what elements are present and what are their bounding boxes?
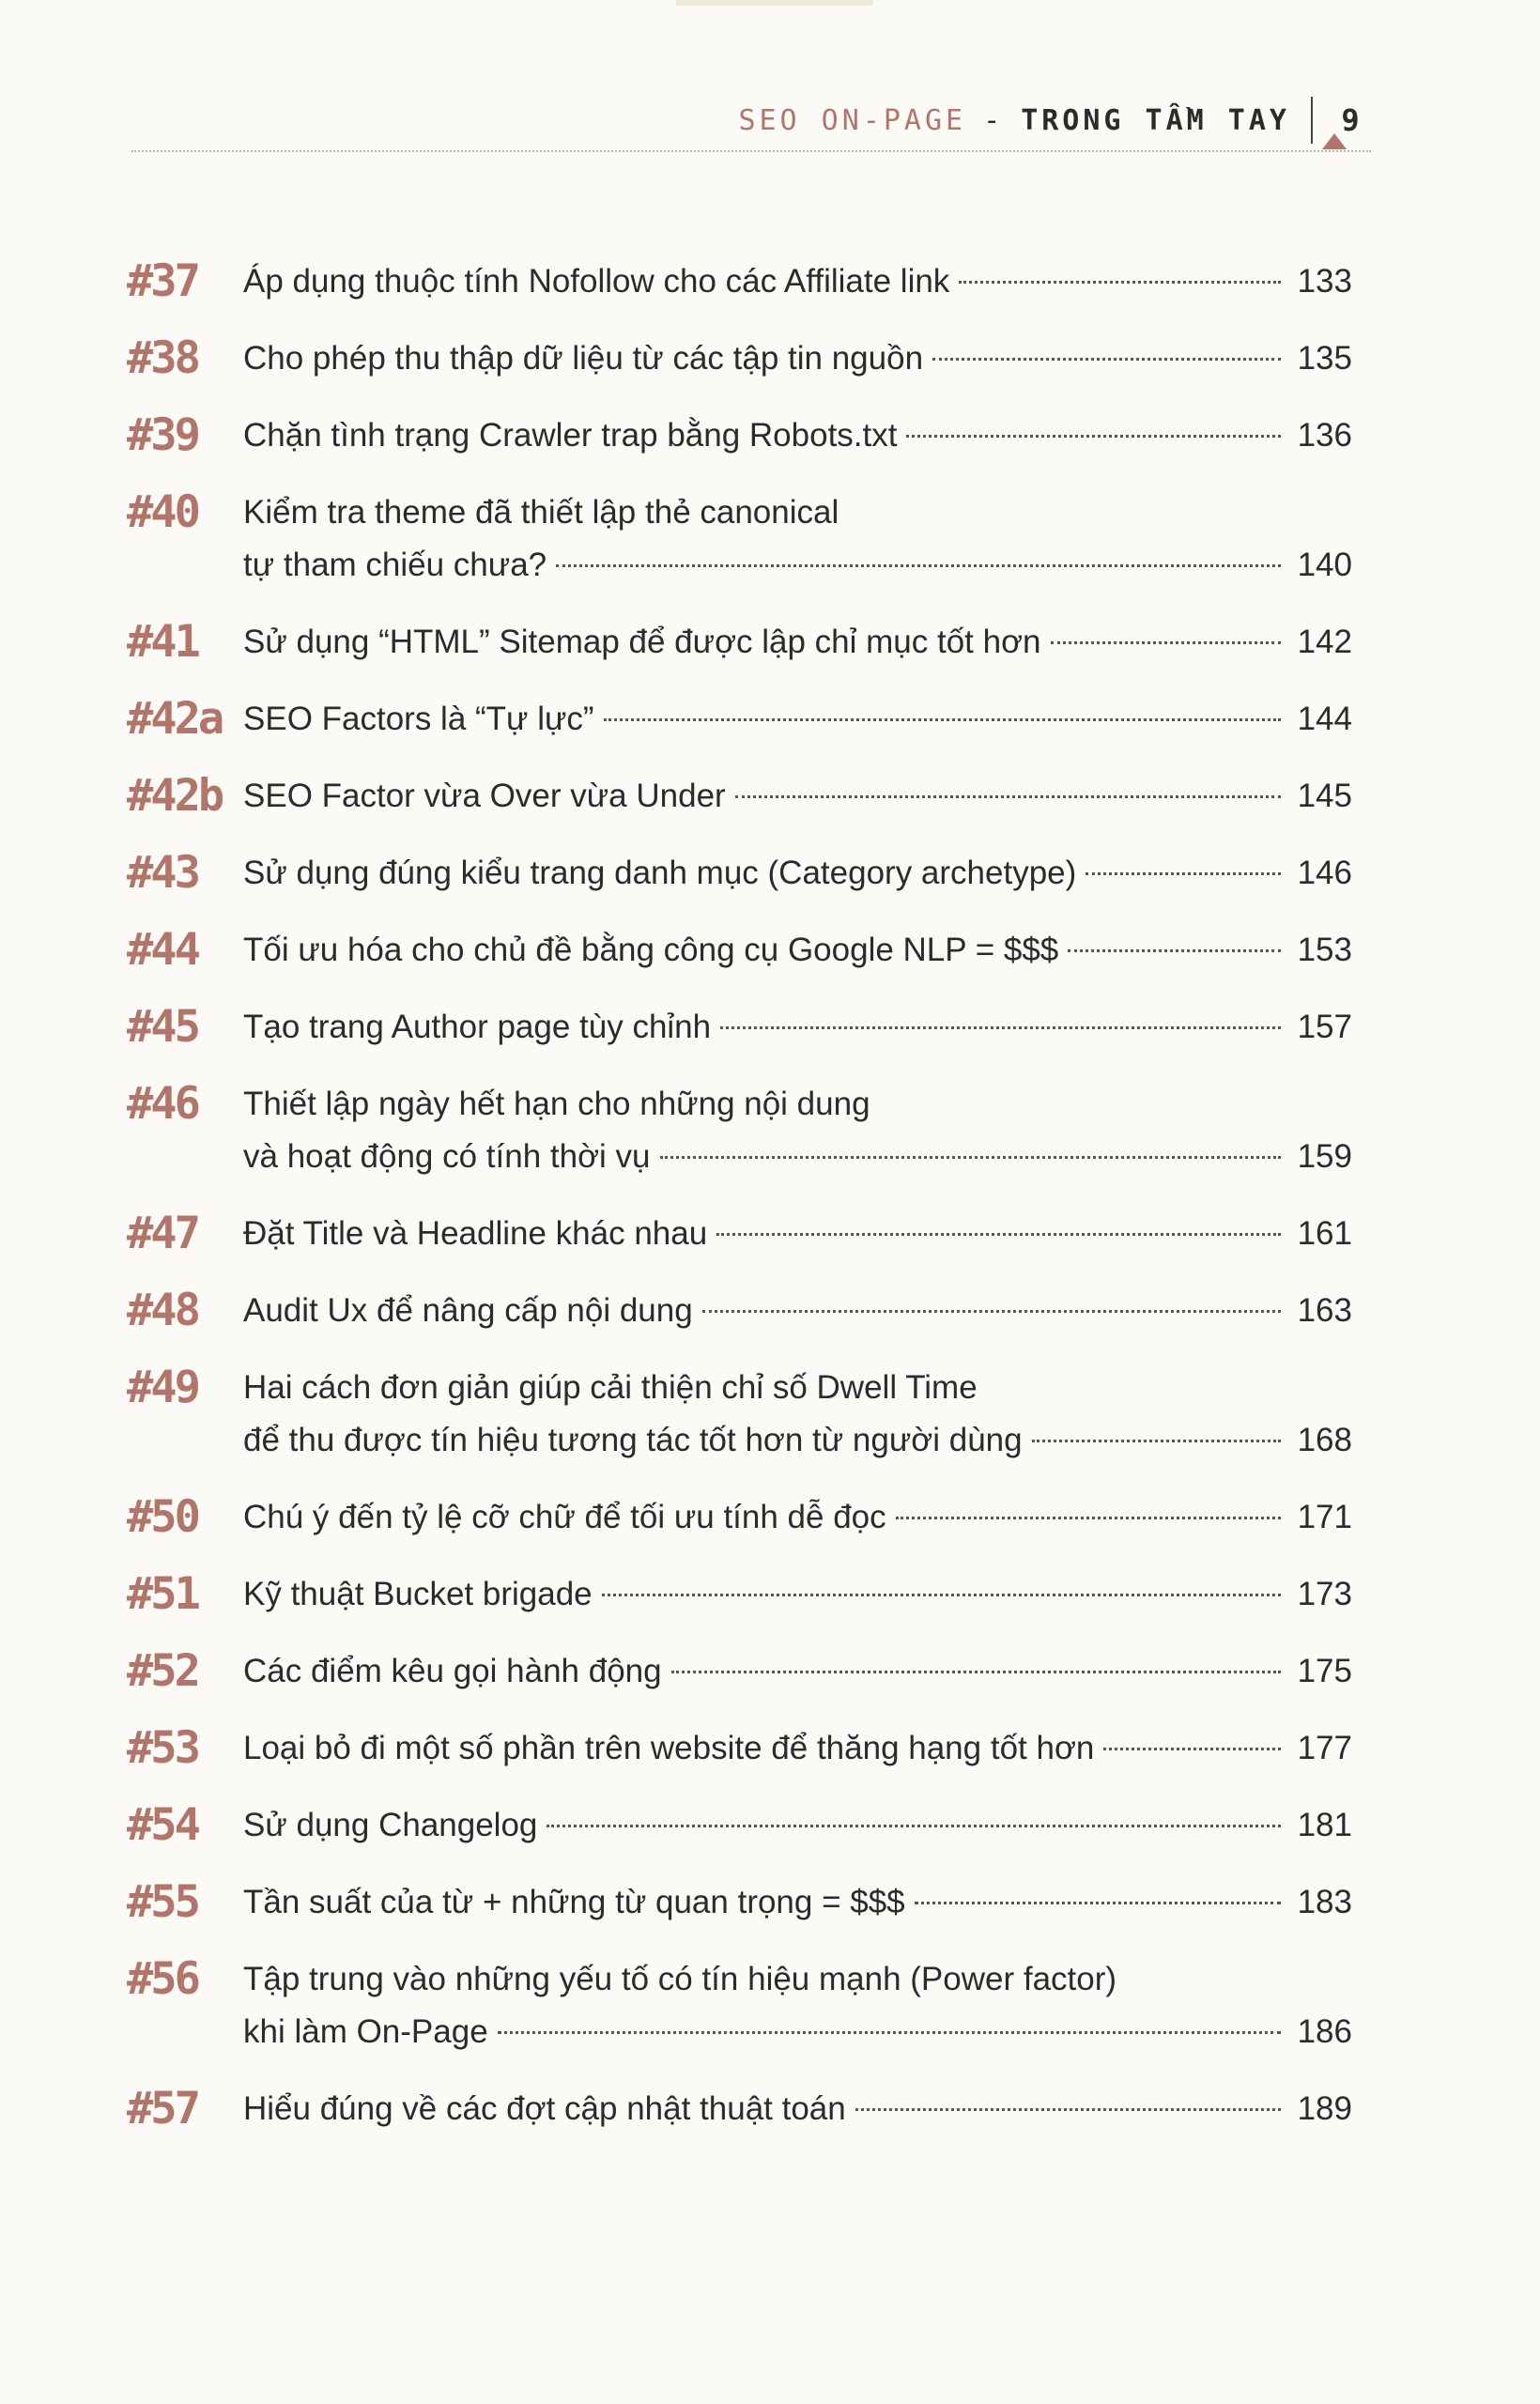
toc-entry-body [243, 1953, 1352, 2058]
toc-entry-leader-line [243, 924, 1352, 977]
toc-entry-leader-line [243, 770, 1352, 823]
toc-entry-page: 157 [1297, 1009, 1352, 1045]
toc-entry-title-line: Chặn tình trạng Crawler trap bằng Robots.txt [243, 417, 898, 454]
toc-entry-number: #45 [127, 1001, 198, 1053]
header-title: TRONG TẦM TAY [1021, 103, 1290, 137]
toc-entry-page: 189 [1297, 2090, 1352, 2127]
toc-entry [127, 1568, 1352, 1621]
header-separator: - [983, 103, 1005, 137]
toc-entry-page: 175 [1297, 1653, 1352, 1689]
running-header [738, 92, 1371, 148]
toc-entry [127, 2083, 1352, 2135]
toc-entry [127, 1722, 1352, 1775]
toc-entry-page: 159 [1297, 1138, 1352, 1175]
toc-entry-page: 168 [1297, 1422, 1352, 1458]
toc-entry [127, 1876, 1352, 1929]
dot-leader [735, 795, 1281, 798]
toc-entry-leader-line [243, 847, 1352, 900]
toc-entry-title-line: Hiểu đúng về các đợt cập nhật thuật toán [243, 2090, 846, 2127]
toc-entry-title-line: Thiết lập ngày hết hạn cho những nội dung [243, 1086, 870, 1122]
toc-entry-page: 142 [1297, 624, 1352, 660]
caret-icon [1322, 133, 1347, 149]
toc-entry-number: #54 [127, 1799, 198, 1851]
toc-entry-body [243, 616, 1352, 669]
toc-entry [127, 616, 1352, 669]
toc-entry [127, 847, 1352, 900]
toc-entry-number: #48 [127, 1285, 198, 1336]
toc-entry-number: #43 [127, 847, 198, 899]
toc-entry-body [243, 1491, 1352, 1544]
toc-entry-title-line: Áp dụng thuộc tính Nofollow cho các Affiliate link [243, 263, 950, 300]
dot-leader [855, 2108, 1281, 2111]
toc-entry-number: #47 [127, 1208, 198, 1259]
toc-entry [127, 1208, 1352, 1260]
toc-entry-number: #51 [127, 1568, 198, 1620]
toc-entry-number: #56 [127, 1953, 198, 2005]
dot-leader [671, 1671, 1281, 1673]
toc-entry-body [243, 693, 1352, 746]
toc-entry-number: #57 [127, 2083, 198, 2134]
toc-entry [127, 409, 1352, 462]
toc-entry-title-line: Sử dụng “HTML” Sitemap để được lập chỉ mục tốt hơn [243, 624, 1041, 660]
toc-entry-title-line: Kỹ thuật Bucket brigade [243, 1576, 593, 1612]
toc-entry-leader-line [243, 255, 1352, 308]
toc-entry-body [243, 332, 1352, 385]
toc-entry-page: 163 [1297, 1292, 1352, 1329]
toc-entry [127, 1078, 1352, 1183]
toc-entry-page: 140 [1297, 547, 1352, 583]
toc-entry-page: 146 [1297, 855, 1352, 891]
dot-leader [1051, 641, 1281, 644]
toc-entry-page: 177 [1297, 1730, 1352, 1766]
toc-entry-leader-line [243, 1208, 1352, 1260]
toc-entry [127, 1645, 1352, 1698]
toc-entry-page: 171 [1297, 1499, 1352, 1535]
toc-entry [127, 486, 1352, 592]
toc-entry-page: 145 [1297, 778, 1352, 814]
toc-entry-title-line: Tạo trang Author page tùy chỉnh [243, 1009, 712, 1045]
toc-entry-body [243, 486, 1352, 592]
toc-entry-leader-line [243, 539, 1352, 592]
toc-entry-body [243, 1799, 1352, 1852]
toc-entry [127, 770, 1352, 823]
toc-entry-title-line: Loại bỏ đi một số phần trên website để thăng hạng tốt hơn [243, 1730, 1095, 1766]
dot-leader [915, 1902, 1281, 1904]
dot-leader [1068, 949, 1281, 952]
toc-entry-number: #38 [127, 332, 198, 384]
toc-entry-number: #50 [127, 1491, 198, 1543]
toc-entry-body [243, 1078, 1352, 1183]
toc-entry [127, 255, 1352, 308]
dot-leader [604, 718, 1281, 721]
toc-entry-page: 186 [1297, 2013, 1352, 2050]
toc-entry [127, 332, 1352, 385]
toc-entry-page: 161 [1297, 1215, 1352, 1252]
toc-entry-body [243, 409, 1352, 462]
toc-entry [127, 1799, 1352, 1852]
toc-entry-body [243, 1001, 1352, 1054]
toc-entry-body [243, 255, 1352, 308]
dot-leader [1103, 1748, 1281, 1750]
toc-entry-number: #52 [127, 1645, 198, 1697]
toc-entry-number: #44 [127, 924, 198, 976]
toc-entry-title-line: tự tham chiếu chưa? [243, 547, 547, 583]
toc-entry-title-line: Sử dụng đúng kiểu trang danh mục (Category archetype) [243, 855, 1077, 891]
toc-entry-leader-line [243, 1414, 1352, 1467]
toc-entry-page: 153 [1297, 932, 1352, 968]
toc-entry [127, 924, 1352, 977]
toc-entry-leader-line [243, 1722, 1352, 1775]
dot-leader [906, 435, 1281, 438]
dot-leader [1086, 872, 1281, 875]
dot-leader [896, 1517, 1281, 1519]
toc-entry-leader-line [243, 409, 1352, 462]
toc-entry-title-line: Hai cách đơn giản giúp cải thiện chỉ số Dwell Time [243, 1369, 978, 1406]
toc-entry-page: 133 [1297, 263, 1352, 300]
toc-entry-body [243, 1722, 1352, 1775]
dot-leader [602, 1594, 1281, 1596]
toc-entry-title-line: SEO Factors là “Tự lực” [243, 701, 594, 737]
toc-entry-title-line: Audit Ux để nâng cấp nội dung [243, 1292, 693, 1329]
dot-leader [702, 1310, 1281, 1313]
toc-entry-page: 181 [1297, 1807, 1352, 1843]
toc-entry-body [243, 1362, 1352, 1467]
toc-entry-leader-line [243, 1876, 1352, 1929]
page-edge-mark [676, 0, 873, 6]
dot-leader [720, 1026, 1281, 1029]
toc-entry-number: #53 [127, 1722, 198, 1774]
toc-entry-title-line: để thu được tín hiệu tương tác tốt hơn từ người dùng [243, 1422, 1023, 1458]
toc-entry-body [243, 1285, 1352, 1337]
toc-entry-leader-line [243, 1645, 1352, 1698]
toc-entry-body [243, 1876, 1352, 1929]
toc-entry-leader-line [243, 616, 1352, 669]
toc-entry-leader-line [243, 1285, 1352, 1337]
table-of-contents [127, 255, 1352, 2160]
toc-entry-title-line: và hoạt động có tính thời vụ [243, 1138, 651, 1175]
toc-entry-leader-line [243, 2083, 1352, 2135]
toc-entry [127, 1953, 1352, 2058]
toc-entry-number: #42b [127, 770, 223, 822]
toc-entry-leader-line [243, 1568, 1352, 1621]
toc-entry-number: #46 [127, 1078, 198, 1130]
toc-entry-number: #42a [127, 693, 223, 745]
dot-leader [959, 281, 1281, 284]
toc-entry-page: 173 [1297, 1576, 1352, 1612]
toc-entry-title-line: Đặt Title và Headline khác nhau [243, 1215, 708, 1252]
toc-entry-leader-line [243, 1491, 1352, 1544]
toc-entry-title-line: Tối ưu hóa cho chủ đề bằng công cụ Google NLP = $$$ [243, 932, 1059, 968]
toc-entry-number: #55 [127, 1876, 198, 1928]
toc-entry-body [243, 1568, 1352, 1621]
toc-entry-number: #37 [127, 255, 198, 307]
toc-entry-leader-line [243, 1001, 1352, 1054]
toc-entry-number: #49 [127, 1362, 198, 1413]
toc-entry-number: #39 [127, 409, 198, 461]
toc-entry-title-line: khi làm On-Page [243, 2013, 488, 2050]
toc-entry-body [243, 924, 1352, 977]
toc-entry-body [243, 1208, 1352, 1260]
toc-entry-title-line: Chú ý đến tỷ lệ cỡ chữ để tối ưu tính dễ đọc [243, 1499, 886, 1535]
toc-entry [127, 1362, 1352, 1467]
toc-entry [127, 1001, 1352, 1054]
dot-leader [932, 358, 1281, 361]
dot-leader [716, 1233, 1281, 1236]
dot-leader [498, 2031, 1281, 2034]
toc-entry-number: #41 [127, 616, 198, 668]
header-divider [1311, 97, 1313, 144]
toc-entry-title-line: Sử dụng Changelog [243, 1807, 538, 1843]
toc-entry-leader-line [243, 2006, 1352, 2058]
toc-entry-page: 144 [1297, 701, 1352, 737]
toc-entry-body [243, 847, 1352, 900]
toc-entry-title-line: Kiểm tra theme đã thiết lập thẻ canonical [243, 494, 839, 531]
toc-entry-page: 136 [1297, 417, 1352, 454]
toc-entry-leader-line [243, 693, 1352, 746]
toc-entry-leader-line [243, 1799, 1352, 1852]
toc-entry-body [243, 770, 1352, 823]
dot-leader [547, 1825, 1281, 1827]
toc-entry [127, 1285, 1352, 1337]
header-brand: SEO ON-PAGE [738, 103, 967, 137]
toc-entry-body [243, 1645, 1352, 1698]
toc-entry-leader-line [243, 1131, 1352, 1183]
dot-leader [1032, 1440, 1281, 1442]
toc-entry-body [243, 2083, 1352, 2135]
toc-entry-page: 135 [1297, 340, 1352, 377]
toc-entry [127, 693, 1352, 746]
header-page-number: 9 [1341, 102, 1363, 138]
header-rule [131, 150, 1371, 152]
dot-leader [660, 1156, 1281, 1159]
toc-entry-title-line: Tần suất của từ + những từ quan trọng = $$$ [243, 1884, 905, 1920]
toc-entry [127, 1491, 1352, 1544]
toc-entry-title-line: Các điểm kêu gọi hành động [243, 1653, 662, 1689]
toc-entry-title-line: Tập trung vào những yếu tố có tín hiệu mạnh (Power factor) [243, 1961, 1117, 1997]
toc-entry-title-line: SEO Factor vừa Over vừa Under [243, 778, 726, 814]
toc-entry-leader-line [243, 332, 1352, 385]
toc-entry-number: #40 [127, 486, 198, 538]
toc-entry-page: 183 [1297, 1884, 1352, 1920]
dot-leader [556, 564, 1281, 567]
toc-entry-title-line: Cho phép thu thập dữ liệu từ các tập tin nguồn [243, 340, 924, 377]
